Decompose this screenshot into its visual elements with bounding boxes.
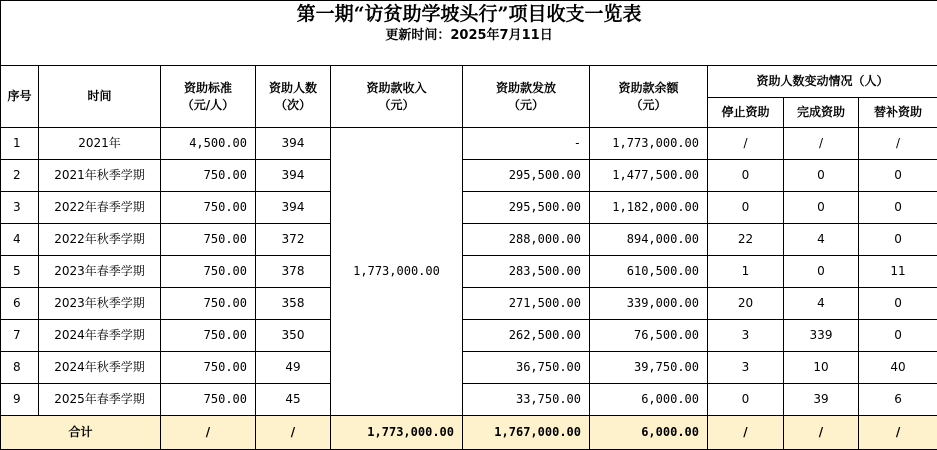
cell-disburse: 295,500.00 xyxy=(463,192,590,224)
cell-count: 350 xyxy=(256,320,331,352)
table-row xyxy=(1,128,937,160)
header-seq: 序号 xyxy=(1,66,39,128)
total-balance: 6,000.00 xyxy=(590,416,708,450)
header-income xyxy=(331,66,463,128)
header-balance-line2: （元） xyxy=(630,97,667,112)
cell-disburse: 36,750.00 xyxy=(463,352,590,384)
total-count: / xyxy=(256,416,331,450)
cell-disburse: 283,500.00 xyxy=(463,256,590,288)
cell-time: 2024年春季学期 xyxy=(39,320,161,352)
cell-balance: 1,773,000.00 xyxy=(590,128,708,160)
cell-balance: 339,000.00 xyxy=(590,288,708,320)
table-row xyxy=(1,160,937,192)
total-standard: / xyxy=(161,416,256,450)
table-row xyxy=(1,224,937,256)
cell-time: 2024年秋季学期 xyxy=(39,352,161,384)
cell-supplement: 0 xyxy=(859,320,937,352)
header-count-line1: 资助人数 xyxy=(268,80,317,95)
table-row xyxy=(1,192,937,224)
cell-supplement: 0 xyxy=(859,224,937,256)
cell-standard: 750.00 xyxy=(161,192,256,224)
cell-count: 394 xyxy=(256,160,331,192)
header-disburse-line1: 资助款发放 xyxy=(495,81,556,95)
cell-count: 49 xyxy=(256,352,331,384)
cell-complete: 39 xyxy=(784,384,859,416)
cell-balance: 1,182,000.00 xyxy=(590,192,708,224)
header-standard xyxy=(161,66,256,128)
total-disburse: 1,767,000.00 xyxy=(463,416,590,450)
cell-standard: 750.00 xyxy=(161,256,256,288)
header-count-line2: （次） xyxy=(274,97,311,112)
cell-supplement: 0 xyxy=(859,288,937,320)
cell-count: 45 xyxy=(256,384,331,416)
update-time: 更新时间：2025年7月11日 xyxy=(385,28,553,43)
header-supplement: 替补资助 xyxy=(859,98,937,128)
cell-seq: 8 xyxy=(1,352,39,384)
cell-seq: 9 xyxy=(1,384,39,416)
cell-count: 358 xyxy=(256,288,331,320)
cell-supplement: 0 xyxy=(859,160,937,192)
cell-supplement: 11 xyxy=(859,256,937,288)
title-cell xyxy=(1,1,937,66)
cell-disburse: 288,000.00 xyxy=(463,224,590,256)
cell-stop: 20 xyxy=(708,288,784,320)
cell-stop: 0 xyxy=(708,192,784,224)
cell-stop: / xyxy=(708,128,784,160)
cell-complete: 339 xyxy=(784,320,859,352)
header-change-group: 资助人数变动情况（人） xyxy=(708,66,937,98)
header-count xyxy=(256,66,331,128)
cell-time: 2021年 xyxy=(39,128,161,160)
cell-count: 372 xyxy=(256,224,331,256)
cell-complete: 0 xyxy=(784,160,859,192)
header-time: 时间 xyxy=(39,66,161,128)
cell-disburse: 262,500.00 xyxy=(463,320,590,352)
total-supplement: / xyxy=(859,416,937,450)
cell-complete: 10 xyxy=(784,352,859,384)
header-standard-line2: （元/人） xyxy=(181,97,235,112)
cell-standard: 4,500.00 xyxy=(161,128,256,160)
cell-time: 2021年秋季学期 xyxy=(39,160,161,192)
cell-complete: 0 xyxy=(784,256,859,288)
cell-complete: 4 xyxy=(784,224,859,256)
cell-seq: 5 xyxy=(1,256,39,288)
header-balance xyxy=(590,66,708,128)
cell-time: 2023年秋季学期 xyxy=(39,288,161,320)
cell-standard: 750.00 xyxy=(161,384,256,416)
table-row xyxy=(1,320,937,352)
total-income: 1,773,000.00 xyxy=(331,416,463,450)
cell-balance: 610,500.00 xyxy=(590,256,708,288)
cell-supplement: / xyxy=(859,128,937,160)
cell-seq: 2 xyxy=(1,160,39,192)
cell-standard: 750.00 xyxy=(161,320,256,352)
cell-stop: 3 xyxy=(708,352,784,384)
table-row xyxy=(1,352,937,384)
cell-seq: 7 xyxy=(1,320,39,352)
header-disburse-line2: （元） xyxy=(507,98,544,112)
cell-complete: / xyxy=(784,128,859,160)
cell-seq: 4 xyxy=(1,224,39,256)
cell-balance: 894,000.00 xyxy=(590,224,708,256)
cell-disburse: 271,500.00 xyxy=(463,288,590,320)
header-stop: 停止资助 xyxy=(708,98,784,128)
cell-stop: 1 xyxy=(708,256,784,288)
cell-complete: 0 xyxy=(784,192,859,224)
cell-count: 394 xyxy=(256,128,331,160)
cell-time: 2022年秋季学期 xyxy=(39,224,161,256)
cell-standard: 750.00 xyxy=(161,352,256,384)
cell-seq: 3 xyxy=(1,192,39,224)
cell-balance: 39,750.00 xyxy=(590,352,708,384)
header-income-line1: 资助款收入 xyxy=(366,81,427,95)
cell-time: 2025年春季学期 xyxy=(39,384,161,416)
cell-complete: 4 xyxy=(784,288,859,320)
cell-count: 394 xyxy=(256,192,331,224)
cell-supplement: 0 xyxy=(859,192,937,224)
cell-stop: 3 xyxy=(708,320,784,352)
cell-disburse: 33,750.00 xyxy=(463,384,590,416)
cell-balance: 76,500.00 xyxy=(590,320,708,352)
page-title: 第一期“访贫助学坡头行”项目收支一览表 xyxy=(296,3,642,25)
cell-balance: 1,477,500.00 xyxy=(590,160,708,192)
cell-income-merged: 1,773,000.00 xyxy=(331,128,463,416)
total-complete: / xyxy=(784,416,859,450)
cell-count: 378 xyxy=(256,256,331,288)
cell-standard: 750.00 xyxy=(161,288,256,320)
cell-seq: 6 xyxy=(1,288,39,320)
cell-seq: 1 xyxy=(1,128,39,160)
cell-standard: 750.00 xyxy=(161,224,256,256)
cell-time: 2022年春季学期 xyxy=(39,192,161,224)
total-label: 合计 xyxy=(1,416,161,450)
table-row xyxy=(1,384,937,416)
table-row xyxy=(1,256,937,288)
cell-time: 2023年春季学期 xyxy=(39,256,161,288)
cell-disburse: - xyxy=(463,128,590,160)
total-row xyxy=(1,416,937,450)
table-row xyxy=(1,288,937,320)
cell-stop: 0 xyxy=(708,160,784,192)
total-stop: / xyxy=(708,416,784,450)
cell-balance: 6,000.00 xyxy=(590,384,708,416)
cell-supplement: 6 xyxy=(859,384,937,416)
cell-standard: 750.00 xyxy=(161,160,256,192)
header-income-line2: （元） xyxy=(378,98,415,112)
cell-supplement: 40 xyxy=(859,352,937,384)
cell-stop: 0 xyxy=(708,384,784,416)
cell-stop: 22 xyxy=(708,224,784,256)
header-disburse xyxy=(463,66,590,128)
header-complete: 完成资助 xyxy=(784,98,859,128)
header-standard-line1: 资助标准 xyxy=(183,80,232,95)
header-balance-line1: 资助款余额 xyxy=(618,80,679,95)
cell-disburse: 295,500.00 xyxy=(463,160,590,192)
